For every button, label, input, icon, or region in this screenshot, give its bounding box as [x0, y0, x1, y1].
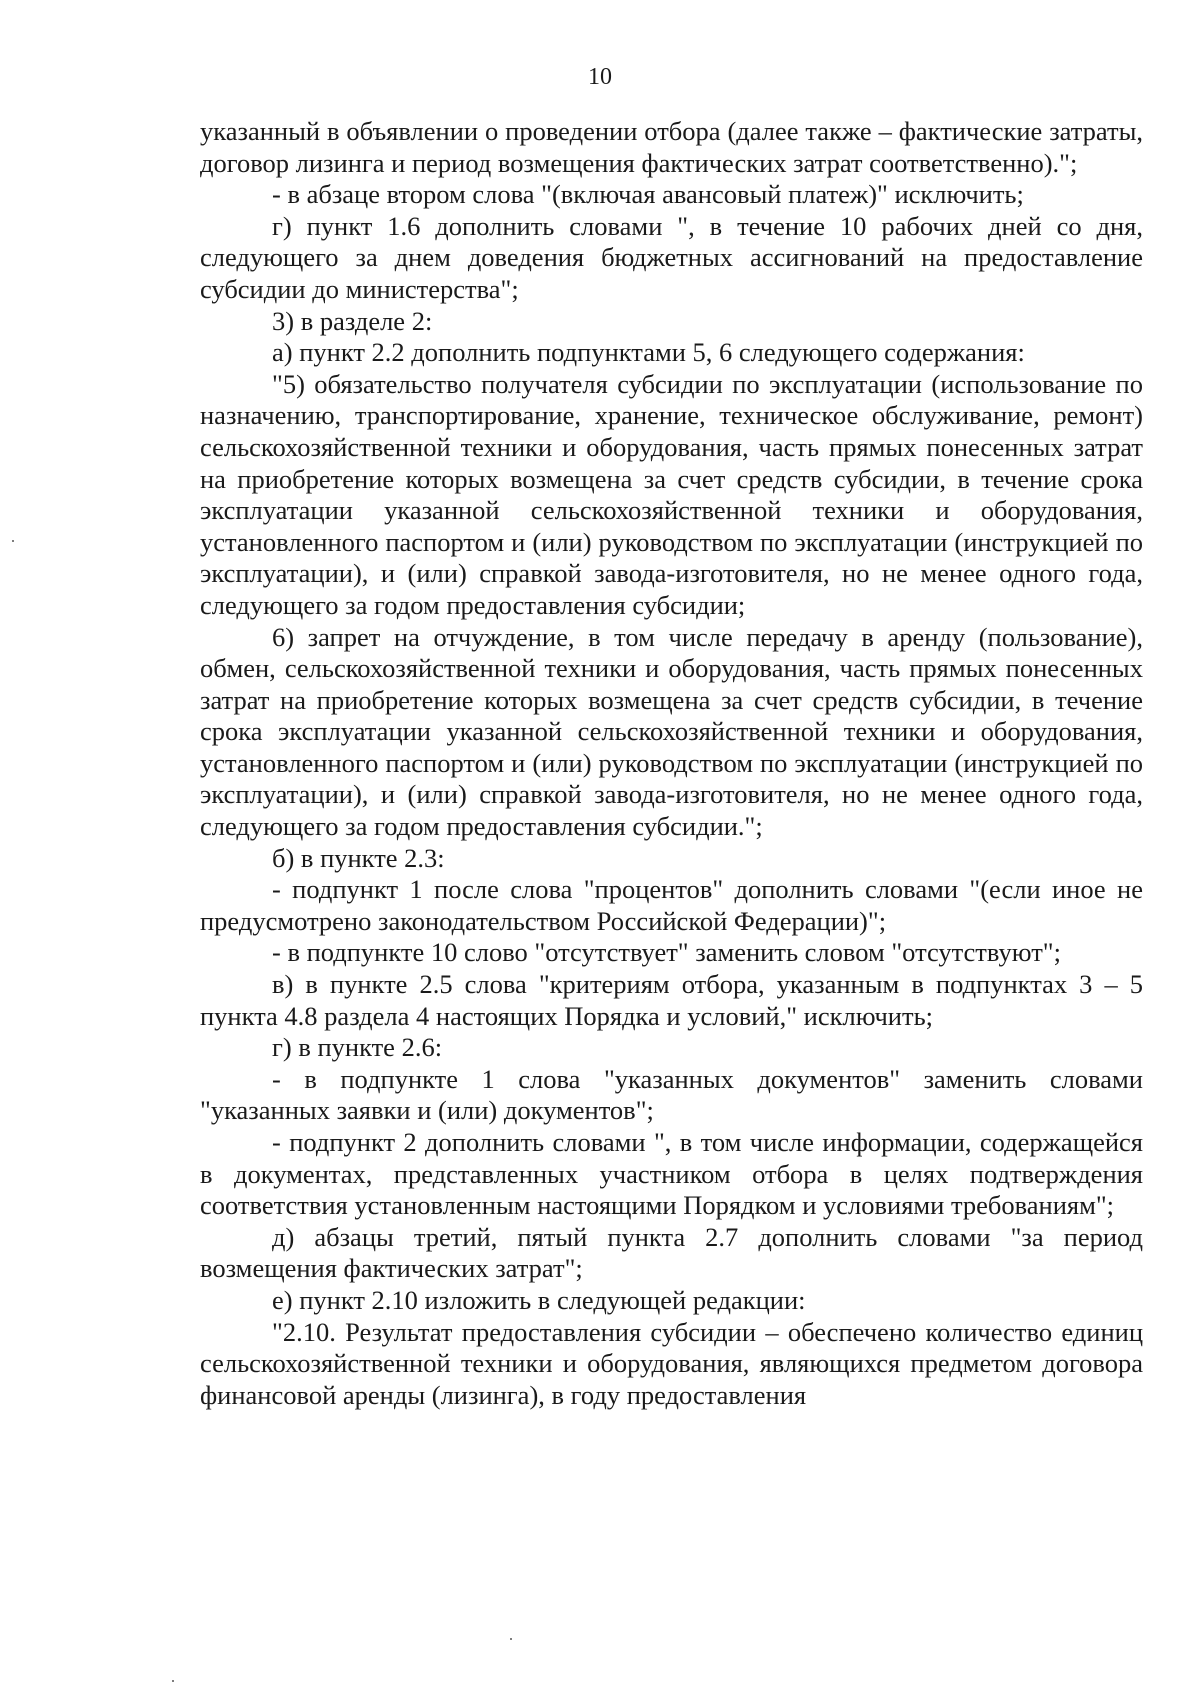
scan-speck: [510, 1638, 512, 1640]
paragraph: д) абзацы третий, пятый пункта 2.7 дополнить словами "за период возмещения фактических затрат";: [200, 1221, 1143, 1284]
paragraph: - в подпункте 1 слова "указанных документов" заменить словами "указанных заявки и (или) документов";: [200, 1063, 1143, 1126]
page-number: 10: [588, 64, 612, 90]
paragraph: г) в пункте 2.6:: [272, 1032, 443, 1063]
paragraph: 6) запрет на отчуждение, в том числе передачу в аренду (пользование), обмен, сельскохозяйственной техники и оборудования, часть прямых понесенных затрат на приобретение которых возмещена за счет средств субсидии, в течение срока эксплуатации указанной сельскохозяйственной техники и оборудования, установленного паспортом и (или) руководством по эксплуатации (инструкцией по эксплуатации), и (или) справкой завода-изготовителя, но не менее одного года, следующего за годом предоставления субсидии.";: [200, 621, 1143, 842]
paragraph: а) пункт 2.2 дополнить подпунктами 5, 6 следующего содержания:: [272, 337, 1025, 368]
paragraph: г) пункт 1.6 дополнить словами ", в течение 10 рабочих дней со дня, следующего за днем доведения бюджетных ассигнований на предоставление субсидии до министерства";: [200, 210, 1143, 304]
paragraph: е) пункт 2.10 изложить в следующей редакции:: [272, 1284, 806, 1315]
paragraph: - подпункт 2 дополнить словами ", в том числе информации, содержащейся в документах, представленных участником отбора в целях подтверждения соответствия установленным настоящими Порядком и условиями требованиям";: [200, 1127, 1143, 1221]
paragraph: - в абзаце втором слова "(включая авансовый платеж)" исключить;: [272, 179, 1024, 210]
paragraph: б) в пункте 2.3:: [272, 842, 445, 873]
paragraph: 3) в разделе 2:: [272, 305, 433, 336]
paragraph: - подпункт 1 после слова "процентов" дополнить словами "(если иное не предусмотрено законодательством Российской Федерации)";: [200, 874, 1143, 936]
document-body: [200, 116, 1143, 1411]
paragraph: "2.10. Результат предоставления субсидии – обеспечено количество единиц сельскохозяйственной техники и оборудования, являющихся предметом договора финансовой аренды (лизинга), в году предоставления: [200, 1316, 1143, 1410]
paragraph-continuation: указанный в объявлении о проведении отбора (далее также – фактические затраты, договор лизинга и период возмещения фактических затрат соответственно).";: [200, 116, 1143, 178]
paragraph: в) в пункте 2.5 слова "критериям отбора, указанным в подпунктах 3 – 5 пункта 4.8 раздела 4 настоящих Порядка и условий," исключить;: [200, 969, 1143, 1031]
scan-speck: [12, 540, 14, 542]
paragraph: "5) обязательство получателя субсидии по эксплуатации (использование по назначению, транспортирование, хранение, техническое обслуживание, ремонт) сельскохозяйственной техники и оборудования, часть прямых понесенных затрат на приобретение которых возмещена за счет средств субсидии, в течение срока эксплуатации указанной сельскохозяйственной техники и оборудования, установленного паспортом и (или) руководством по эксплуатации (инструкцией по эксплуатации), и (или) справкой завода-изготовителя, но не менее одного года, следующего за годом предоставления субсидии;: [200, 368, 1143, 620]
scan-speck: [172, 1680, 174, 1682]
paragraph: - в подпункте 10 слово "отсутствует" заменить словом "отсутствуют";: [272, 937, 1061, 968]
